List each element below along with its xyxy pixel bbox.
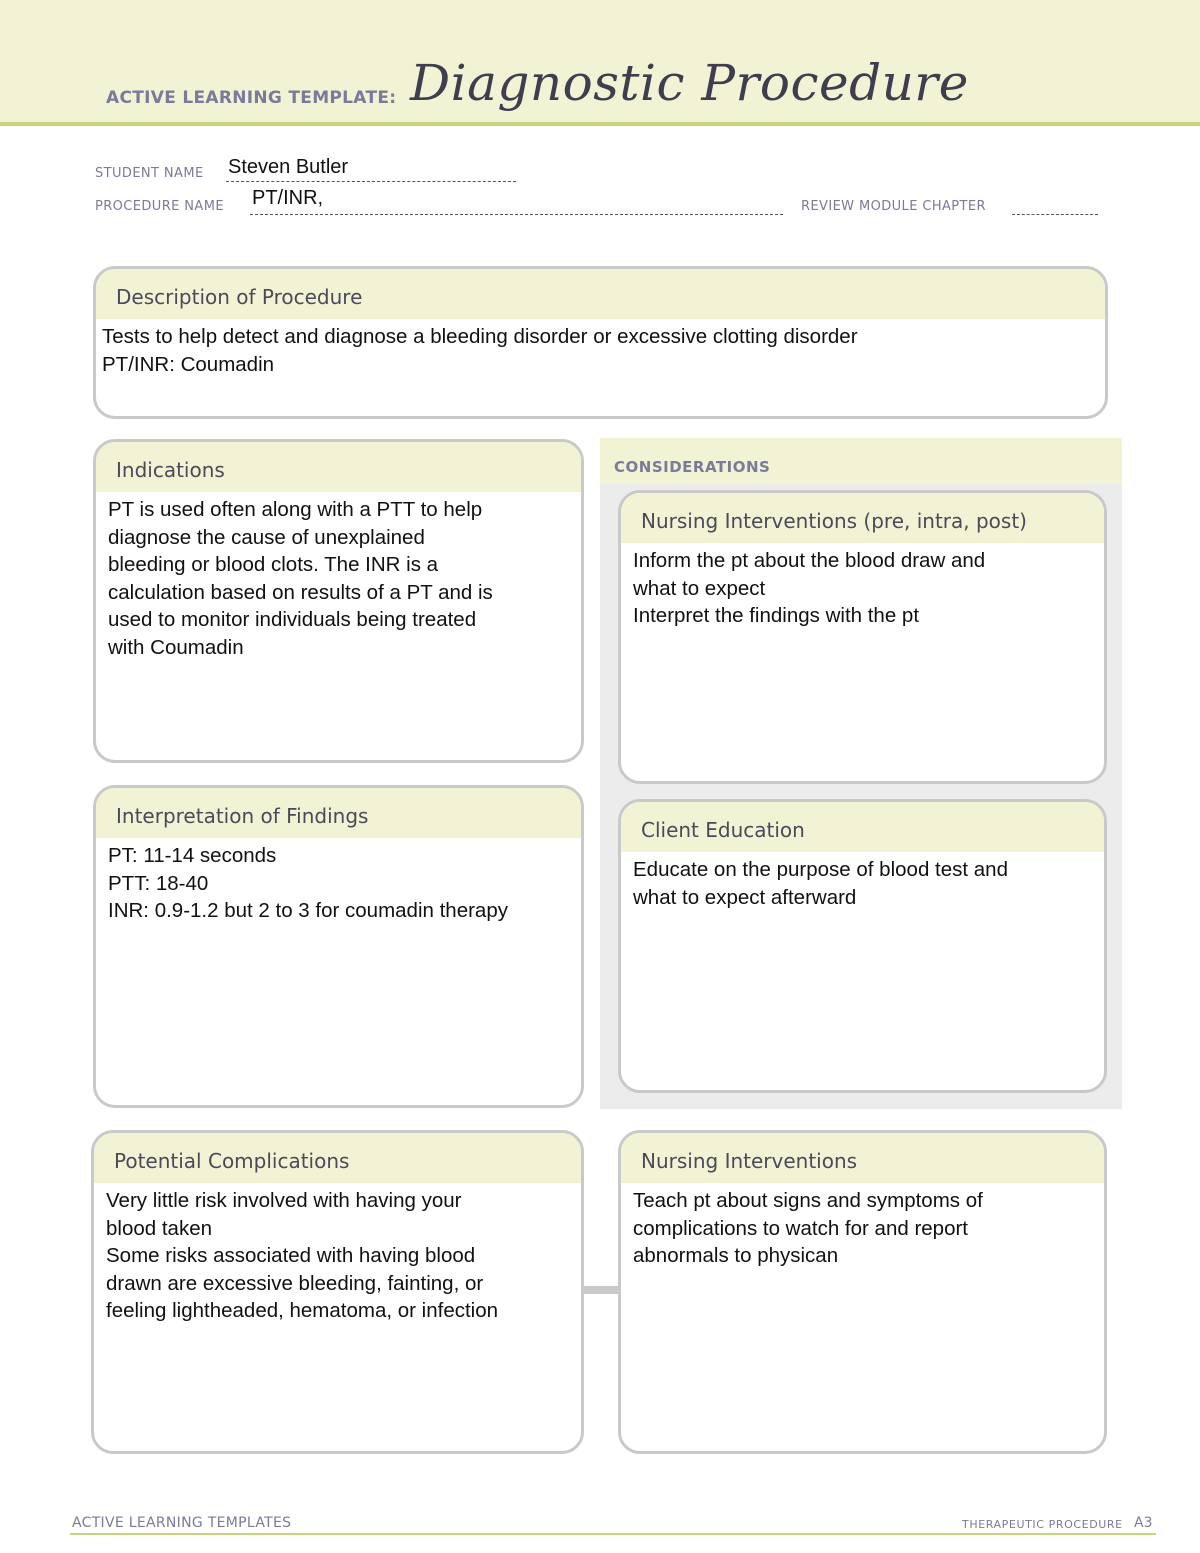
indications-text[interactable]: PT is used often along with a PTT to help diagnose the cause of unexplained bleeding or blood clots. The INR is a calculation based on results of a PT and is used to monitor individuals being treated with Coumadin [108, 498, 493, 659]
student-name-label: STUDENT NAME [95, 166, 204, 181]
procedure-name-label: PROCEDURE NAME [95, 199, 224, 214]
client-education-text[interactable]: Educate on the purpose of blood test and what to expect afterward [633, 858, 1008, 909]
indications-box [93, 439, 584, 763]
review-module-line [1012, 214, 1098, 215]
nursing-interventions-text[interactable]: Teach pt about signs and symptoms of complications to watch for and report abnormals to physican [633, 1189, 983, 1267]
nursing-interventions-pre-title: Nursing Interventions (pre, intra, post) [621, 493, 1104, 543]
nursing-interventions-box [618, 1130, 1107, 1454]
page-title: Diagnostic Procedure [410, 54, 969, 112]
client-education-box [618, 799, 1107, 1093]
description-title: Description of Procedure [96, 269, 1105, 319]
complications-box [91, 1130, 584, 1454]
description-box [93, 266, 1108, 419]
nursing-interventions-pre-box [618, 490, 1107, 784]
template-label: ACTIVE LEARNING TEMPLATE: [106, 88, 397, 108]
footer-divider [70, 1533, 1156, 1535]
description-text[interactable]: Tests to help detect and diagnose a bleeding disorder or excessive clotting disorder PT/INR: Coumadin [102, 325, 858, 376]
review-module-label: REVIEW MODULE CHAPTER [801, 199, 986, 214]
footer-right-label: THERAPEUTIC PROCEDURE [962, 1518, 1123, 1531]
footer-left-label: ACTIVE LEARNING TEMPLATES [72, 1515, 292, 1531]
header-divider [0, 122, 1200, 126]
connector-bar [583, 1286, 621, 1294]
considerations-label: CONSIDERATIONS [614, 458, 771, 476]
interpretation-title: Interpretation of Findings [96, 788, 581, 838]
student-name-line [226, 181, 516, 182]
interpretation-text[interactable]: PT: 11-14 seconds PTT: 18-40 INR: 0.9-1.2 but 2 to 3 for coumadin therapy [108, 844, 508, 922]
procedure-name-field[interactable]: PT/INR, [252, 187, 324, 209]
nursing-interventions-title: Nursing Interventions [621, 1133, 1104, 1183]
page-number: A3 [1134, 1515, 1153, 1531]
indications-title: Indications [96, 442, 581, 492]
client-education-title: Client Education [621, 802, 1104, 852]
interpretation-box [93, 785, 584, 1108]
complications-title: Potential Complications [94, 1133, 581, 1183]
student-name-field[interactable]: Steven Butler [228, 156, 349, 178]
procedure-name-line [250, 214, 783, 215]
nursing-interventions-pre-text[interactable]: Inform the pt about the blood draw and what to expect Interpret the findings with the pt [633, 549, 986, 627]
complications-text[interactable]: Very little risk involved with having your blood taken Some risks associated with having blood drawn are excessive bleeding, fainting, or feeling lightheaded, hematoma, or infection [106, 1189, 499, 1322]
